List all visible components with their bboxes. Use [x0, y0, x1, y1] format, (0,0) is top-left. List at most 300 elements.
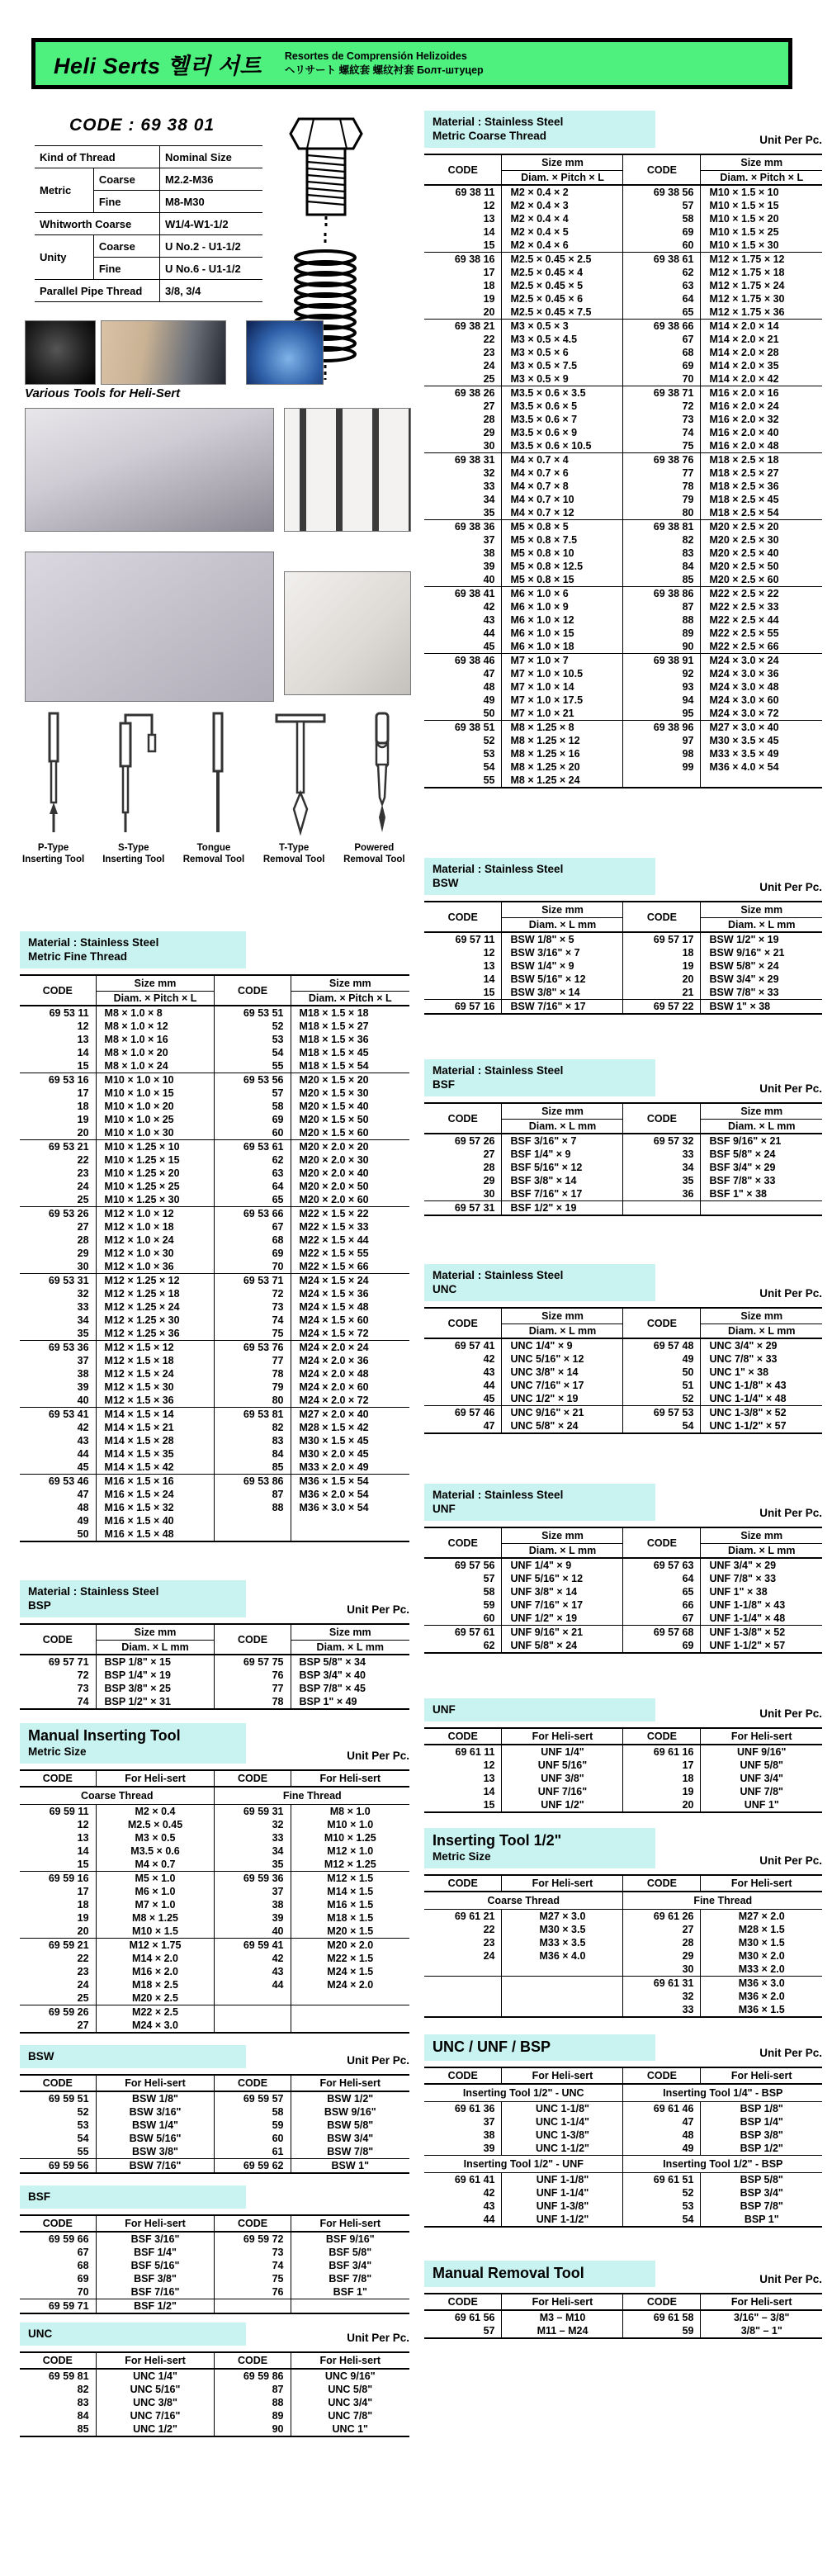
metric-coarse-label: Coarse: [93, 168, 159, 191]
size-cell: M14 × 1.5 × 28: [96, 1434, 215, 1447]
size-cell: M12 × 1.0 × 36: [96, 1260, 215, 1274]
size-cell: UNC 1-3/8": [502, 2129, 623, 2142]
size-header: Size mm: [502, 154, 623, 171]
table-row: [20, 1207, 409, 1221]
size-header: Size mm: [701, 1308, 822, 1324]
code-cell: 90: [215, 2422, 291, 2436]
table-row: [424, 266, 822, 279]
size-cell: M27 × 3.0 × 40: [701, 721, 822, 735]
code-cell: 66: [623, 1598, 701, 1612]
size-cell: M24 × 1.5 × 36: [291, 1287, 409, 1300]
code-cell: 47: [483, 668, 495, 680]
table-row: [20, 1260, 409, 1274]
code-cell: 24: [77, 1181, 89, 1192]
code-cell: 78: [215, 1367, 291, 1380]
code-cell: 80: [623, 506, 701, 520]
size-cell: M12 × 1.5 × 30: [96, 1380, 215, 1394]
code-cell: 22: [483, 334, 495, 345]
size-cell: BSW 9/16" × 21: [701, 946, 822, 959]
section-title: Material : Stainless Steel: [433, 1064, 564, 1077]
code-cell: 54: [215, 1046, 291, 1059]
table-row: [20, 1046, 409, 1059]
table-row: [20, 1073, 409, 1087]
section-metric-coarse: [424, 111, 822, 788]
photo-insert-installed: [246, 320, 324, 385]
size-cell: M33 × 2.0: [701, 1963, 822, 1977]
table-row: [20, 1488, 409, 1501]
section-subtitle: BSF: [433, 1078, 455, 1091]
code-cell: 69 57 48: [623, 1338, 701, 1352]
span-header-row: [20, 1787, 409, 1805]
subtitle-spanish: Resortes de Comprensión Helizoides: [284, 50, 467, 62]
table-row: [424, 1923, 822, 1936]
code-cell: 70: [215, 1260, 291, 1274]
data-table: [424, 1307, 822, 1434]
code-cell: 69 59 31: [215, 1805, 291, 1819]
size-cell: BSW 1": [291, 2159, 409, 2174]
code-cell: 65: [215, 1193, 291, 1207]
code-header: CODE: [20, 2352, 96, 2369]
code-cell: 47: [483, 1420, 495, 1432]
table-row: [20, 1274, 409, 1288]
size-cell: M6 × 1.0 × 6: [502, 587, 623, 601]
size-cell: UNF 7/8" × 33: [701, 1572, 822, 1585]
size-cell: M14 × 2.0 × 21: [701, 333, 822, 346]
size-cell: M18 × 2.5 × 18: [701, 453, 822, 467]
size-cell: M5 × 0.8 × 7.5: [502, 533, 623, 547]
size-cell: M10 × 1.5 × 30: [701, 239, 822, 253]
code-cell: 44: [483, 2214, 495, 2225]
table-row: [20, 1911, 409, 1925]
size-subheader: Diam. × L mm: [701, 1544, 822, 1559]
code-cell: 67: [215, 1220, 291, 1234]
size-cell: M3.5 × 0.6: [96, 1844, 215, 1858]
code-header: CODE: [215, 2352, 291, 2369]
size-cell: M10 × 1.25 × 30: [96, 1193, 215, 1207]
size-header: Size mm: [502, 1308, 623, 1324]
code-cell: 69 59 41: [215, 1939, 291, 1953]
code-cell: 37: [483, 2116, 495, 2128]
unity-fine-size: U No.6 - U1-1/2: [160, 258, 263, 280]
table-row: [424, 453, 822, 467]
span-header-row: [424, 2156, 822, 2173]
code-cell: 18: [483, 280, 495, 291]
size-cell: UNF 5/16": [502, 1759, 623, 1772]
for-heli-sert-header: For Heli-sert: [502, 2294, 623, 2310]
size-header: Size mm: [291, 975, 409, 992]
code-cell: 13: [483, 960, 495, 972]
table-row: [424, 1745, 822, 1759]
table-row: [424, 239, 822, 253]
nominal-size-header: Nominal Size: [160, 146, 263, 168]
code-cell: 35: [77, 1328, 89, 1339]
table-row: [424, 2142, 822, 2156]
size-cell: BSF 7/8" × 33: [701, 1174, 822, 1187]
code-cell: 65: [623, 1585, 701, 1598]
code-cell: 69 38 11: [455, 187, 495, 198]
code-cell: 53: [483, 748, 495, 760]
photo-insert-top-view: [25, 320, 96, 385]
size-cell: M20 × 1.5 × 50: [291, 1113, 409, 1126]
code-cell: 69 57 53: [623, 1406, 701, 1420]
size-cell: M10 × 1.0 × 20: [96, 1100, 215, 1113]
table-row: [424, 760, 822, 774]
size-cell: M30 × 3.5 × 45: [701, 734, 822, 747]
size-cell: M24 × 2.0 × 48: [291, 1367, 409, 1380]
section-heading-row: [20, 2323, 409, 2346]
code-cell: 12: [483, 1759, 495, 1771]
code-cell: 69 57 11: [455, 934, 495, 945]
code-header: CODE: [424, 1728, 502, 1745]
table-row: [424, 1772, 822, 1785]
section-subtitle: UNF: [433, 1503, 456, 1515]
size-cell: M3 – M10: [502, 2310, 623, 2324]
code-cell: 18: [623, 1772, 701, 1785]
page-title: Heli Serts 헬리 서트: [54, 53, 262, 78]
photo-insert-in-hand: [101, 320, 226, 385]
size-cell: [291, 2005, 409, 2020]
size-cell: [502, 1977, 623, 1991]
size-cell: BSP 7/8": [701, 2200, 822, 2213]
size-cell: 3/8" – 1": [701, 2324, 822, 2338]
code-cell: 20: [623, 1798, 701, 1812]
code-cell: 57: [215, 1087, 291, 1100]
section-title-box: [424, 1264, 655, 1301]
section-heading-row: [20, 1580, 409, 1617]
unit-per-pc-label: Unit Per Pc.: [759, 2273, 822, 2285]
data-table: [20, 2351, 409, 2437]
size-cell: UNC 7/16": [96, 2409, 215, 2422]
size-cell: M2 × 0.4: [96, 1805, 215, 1819]
table-row: [20, 1898, 409, 1911]
section-subtitle: Metric Size: [433, 1850, 491, 1863]
size-cell: M3.5 × 0.6 × 5: [502, 400, 623, 413]
code-cell: 85: [623, 573, 701, 587]
code-cell: 29: [483, 1175, 495, 1186]
code-cell: 42: [483, 2187, 495, 2199]
size-cell: BSP 3/4": [701, 2186, 822, 2200]
size-cell: M36 × 4.0: [502, 1949, 623, 1963]
table-row: [424, 413, 822, 426]
code-header: CODE: [424, 1308, 502, 1338]
code-cell: 87: [215, 1488, 291, 1501]
for-heli-sert-header: For Heli-sert: [291, 2075, 409, 2091]
table-row: [424, 506, 822, 520]
size-header: Size mm: [701, 154, 822, 171]
size-cell: M10 × 1.0 × 30: [96, 1126, 215, 1140]
size-cell: BSW 1/8": [96, 2091, 215, 2105]
code-cell: 25: [77, 1992, 89, 2004]
size-cell: [291, 1991, 409, 2005]
code-cell: 53: [623, 2200, 701, 2213]
size-cell: UNC 1-1/4": [502, 2115, 623, 2129]
span-header: Inserting Tool 1/4" - BSP: [623, 2084, 822, 2102]
table-row: [20, 2145, 409, 2159]
table-row: [424, 1366, 822, 1379]
code-cell: 36: [623, 1187, 701, 1201]
code-cell: 19: [77, 1114, 89, 1125]
size-cell: M33 × 2.0 × 49: [291, 1461, 409, 1475]
code-cell: 52: [77, 2106, 89, 2118]
size-cell: BSF 5/16" × 12: [502, 1161, 623, 1174]
size-cell: M12 × 1.0 × 18: [96, 1220, 215, 1234]
code-cell: 62: [623, 266, 701, 279]
size-cell: M24 × 3.0 × 24: [701, 654, 822, 668]
code-cell: 82: [215, 1421, 291, 1434]
size-cell: UNC 7/8" × 33: [701, 1352, 822, 1366]
code-cell: 34: [623, 1161, 701, 1174]
code-cell: 30: [77, 1261, 89, 1272]
code-cell: [424, 2003, 502, 2017]
code-cell: 28: [623, 1936, 701, 1949]
code-cell: 82: [623, 533, 701, 547]
size-cell: M30 × 1.5 × 45: [291, 1434, 409, 1447]
section-heading-row: [424, 1059, 822, 1096]
size-header: Size mm: [701, 1527, 822, 1544]
code-header: CODE: [623, 2294, 701, 2310]
code-cell: 53: [77, 2119, 89, 2131]
code-header: CODE: [623, 1103, 701, 1134]
code-cell: 88: [623, 613, 701, 627]
size-cell: M30 × 2.0: [701, 1949, 822, 1963]
code-cell: 27: [623, 1923, 701, 1936]
metric-fine-size: M8-M30: [160, 191, 263, 213]
code-cell: 34: [483, 494, 495, 505]
section-title: Manual Inserting Tool: [28, 1727, 181, 1744]
code-cell: 69 53 86: [215, 1475, 291, 1489]
table-row: [424, 654, 822, 668]
table-row: [424, 1161, 822, 1174]
code-cell: 33: [215, 1831, 291, 1844]
size-cell: M5 × 0.8 × 12.5: [502, 560, 623, 573]
size-cell: M22 × 1.5 × 55: [291, 1247, 409, 1260]
size-cell: UNF 7/16": [502, 1785, 623, 1798]
size-cell: M10 × 1.5 × 25: [701, 225, 822, 239]
section-title: Manual Removal Tool: [433, 2265, 584, 2281]
code-cell: 69 38 41: [424, 587, 502, 601]
code-cell: 69 38 91: [623, 654, 701, 668]
code-cell: 44: [483, 627, 495, 639]
size-cell: UNF 1/2": [502, 1798, 623, 1812]
section-title-box: [424, 1059, 655, 1096]
code-cell: 69 61 16: [623, 1745, 701, 1759]
size-cell: M12 × 1.0 × 12: [96, 1207, 215, 1221]
table-row: [20, 1394, 409, 1408]
size-subheader: Diam. × L mm: [502, 1324, 623, 1339]
code-cell: 69 53 81: [215, 1408, 291, 1422]
data-table: [20, 2214, 409, 2314]
code-cell: 77: [215, 1682, 291, 1695]
code-cell: 69 61 56: [454, 2312, 495, 2323]
size-cell: M2 × 0.4 × 6: [502, 239, 623, 253]
unit-per-pc-label: Unit Per Pc.: [347, 1750, 409, 1762]
code-cell: 68: [215, 1234, 291, 1247]
code-cell: 30: [623, 1963, 701, 1977]
for-heli-sert-header: For Heli-sert: [701, 2067, 822, 2084]
code-cell: 98: [623, 747, 701, 760]
size-cell: M3 × 0.5 × 6: [502, 346, 623, 359]
code-cell: 49: [623, 1352, 701, 1366]
table-row: [20, 1300, 409, 1314]
table-row: [20, 2396, 409, 2409]
code-cell: 15: [77, 1859, 89, 1870]
table-row: [20, 1220, 409, 1234]
section-inserting-half: [424, 1828, 822, 2018]
code-cell: 58: [483, 1586, 495, 1598]
size-cell: M2 × 0.4 × 4: [502, 212, 623, 225]
size-cell: M22 × 2.5 × 33: [701, 600, 822, 613]
code-cell: 67: [77, 2247, 89, 2258]
size-cell: M6 × 1.0 × 15: [502, 627, 623, 640]
code-cell: 37: [215, 1885, 291, 1898]
unity-coarse-label: Coarse: [93, 235, 159, 258]
code-cell: 74: [215, 1314, 291, 1327]
code-cell: 52: [483, 735, 495, 746]
size-cell: BSF 5/8": [291, 2246, 409, 2259]
size-cell: BSP 1/2": [701, 2142, 822, 2156]
table-row: [424, 1977, 822, 1991]
size-cell: M22 × 1.5 × 66: [291, 1260, 409, 1274]
code-header: CODE: [623, 1308, 701, 1338]
size-cell: M12 × 1.0 × 24: [96, 1234, 215, 1247]
code-cell: 32: [483, 467, 495, 479]
section-unf: [424, 1484, 822, 1654]
code-header: CODE: [424, 2067, 502, 2084]
code-cell: 79: [623, 493, 701, 506]
size-cell: M10 × 1.25 × 10: [96, 1140, 215, 1154]
code-cell: 23: [483, 347, 495, 358]
photo-inserting-tools-set: [25, 408, 274, 532]
size-cell: UNC 1/4" × 9: [502, 1338, 623, 1352]
code-cell: 69 61 51: [623, 2173, 701, 2187]
section-title-box: [20, 1723, 246, 1764]
code-cell: 87: [215, 2383, 291, 2396]
code-cell: 77: [623, 466, 701, 480]
table-row: [424, 1598, 822, 1612]
unit-per-pc-label: Unit Per Pc.: [347, 2054, 409, 2067]
size-cell: M7 × 1.0: [96, 1898, 215, 1911]
code-cell: 23: [77, 1167, 89, 1179]
code-cell: 55: [483, 774, 495, 786]
size-cell: M20 × 2.5 × 30: [701, 533, 822, 547]
code-cell: 44: [483, 1380, 495, 1391]
size-cell: M2.5 × 0.45 × 2.5: [502, 253, 623, 267]
code-cell: 64: [623, 292, 701, 305]
size-cell: M24 × 2.0 × 72: [291, 1394, 409, 1408]
code-cell: 89: [215, 2409, 291, 2422]
code-cell: 69 53 36: [20, 1341, 96, 1355]
code-cell: 75: [215, 1327, 291, 1341]
size-cell: M24 × 2.0 × 36: [291, 1354, 409, 1367]
code-cell: [623, 774, 701, 788]
size-cell: M24 × 2.0: [291, 1978, 409, 1991]
code-cell: 35: [623, 1174, 701, 1187]
size-cell: BSF 3/4": [291, 2259, 409, 2272]
code-header: CODE: [424, 1103, 502, 1134]
code-cell: 55: [215, 1059, 291, 1073]
code-cell: [215, 2299, 291, 2314]
size-cell: M16 × 2.0 × 32: [701, 413, 822, 426]
code-header: CODE: [623, 2067, 701, 2084]
table-row: [424, 694, 822, 707]
section-title: UNF: [433, 1703, 456, 1716]
metric-coarse-size: M2.2-M36: [160, 168, 263, 191]
table-row: [20, 2272, 409, 2285]
table-row: [20, 1831, 409, 1844]
code-cell: 92: [623, 667, 701, 680]
size-cell: M7 × 1.0 × 21: [502, 707, 623, 721]
table-row: [20, 1193, 409, 1207]
code-header: CODE: [424, 902, 502, 932]
code-cell: 78: [623, 480, 701, 493]
table-row: [424, 600, 822, 613]
code-header: CODE: [424, 154, 502, 185]
code-cell: 17: [483, 267, 495, 278]
code-cell: 43: [483, 614, 495, 626]
code-cell: 18: [623, 946, 701, 959]
code-cell: 44: [77, 1448, 89, 1460]
size-cell: M20 × 2.0 × 50: [291, 1180, 409, 1193]
code-cell: 27: [483, 400, 495, 412]
table-row: [20, 1434, 409, 1447]
size-cell: BSP 1/4": [701, 2115, 822, 2129]
size-cell: UNF 1-1/2" × 57: [701, 1639, 822, 1653]
table-row: [20, 1327, 409, 1341]
code-cell: 88: [215, 2396, 291, 2409]
size-subheader: Diam. × L mm: [502, 1120, 623, 1134]
code-cell: 97: [623, 734, 701, 747]
size-cell: UNF 5/8" × 24: [502, 1639, 623, 1653]
code-cell: 17: [77, 1886, 89, 1897]
table-row: [424, 1759, 822, 1772]
code-cell: 13: [483, 1773, 495, 1784]
unit-per-pc-label: Unit Per Pc.: [347, 1603, 409, 1616]
size-cell: M28 × 1.5: [701, 1923, 822, 1936]
size-cell: M5 × 0.8 × 10: [502, 547, 623, 560]
size-cell: M24 × 2.0 × 60: [291, 1380, 409, 1394]
size-cell: M12 × 1.75: [96, 1939, 215, 1953]
table-row: [424, 1798, 822, 1812]
size-cell: BSP 1": [701, 2213, 822, 2227]
unit-per-pc-label: Unit Per Pc.: [759, 2047, 822, 2059]
size-cell: M27 × 2.0: [701, 1910, 822, 1924]
size-cell: M12 × 1.75 × 30: [701, 292, 822, 305]
size-cell: M5 × 0.8 × 5: [502, 520, 623, 534]
code-header: CODE: [20, 1770, 96, 1787]
span-header: Fine Thread: [623, 1892, 822, 1910]
section-heading-row: [424, 2034, 822, 2061]
size-cell: UNC 3/8" × 14: [502, 1366, 623, 1379]
table-row: [20, 1408, 409, 1422]
code-cell: 32: [623, 1990, 701, 2003]
code-cell: 69 59 86: [215, 2369, 291, 2383]
data-table: [424, 1102, 822, 1216]
unit-per-pc-label: Unit Per Pc.: [347, 2332, 409, 2344]
code-cell: 20: [77, 1127, 89, 1139]
size-cell: M20 × 2.5 × 20: [701, 520, 822, 534]
size-cell: M22 × 1.5 × 33: [291, 1220, 409, 1234]
size-cell: M24 × 3.0: [96, 2019, 215, 2033]
size-cell: M18 × 2.5 × 45: [701, 493, 822, 506]
metric-fine-label: Fine: [93, 191, 159, 213]
code-cell: 14: [483, 973, 495, 985]
code-cell: 72: [623, 400, 701, 413]
code-header: CODE: [623, 1527, 701, 1558]
table-row: [424, 547, 822, 560]
table-row: [424, 372, 822, 386]
size-cell: M27 × 2.0 × 40: [291, 1408, 409, 1422]
section-title-box: [20, 2185, 246, 2209]
